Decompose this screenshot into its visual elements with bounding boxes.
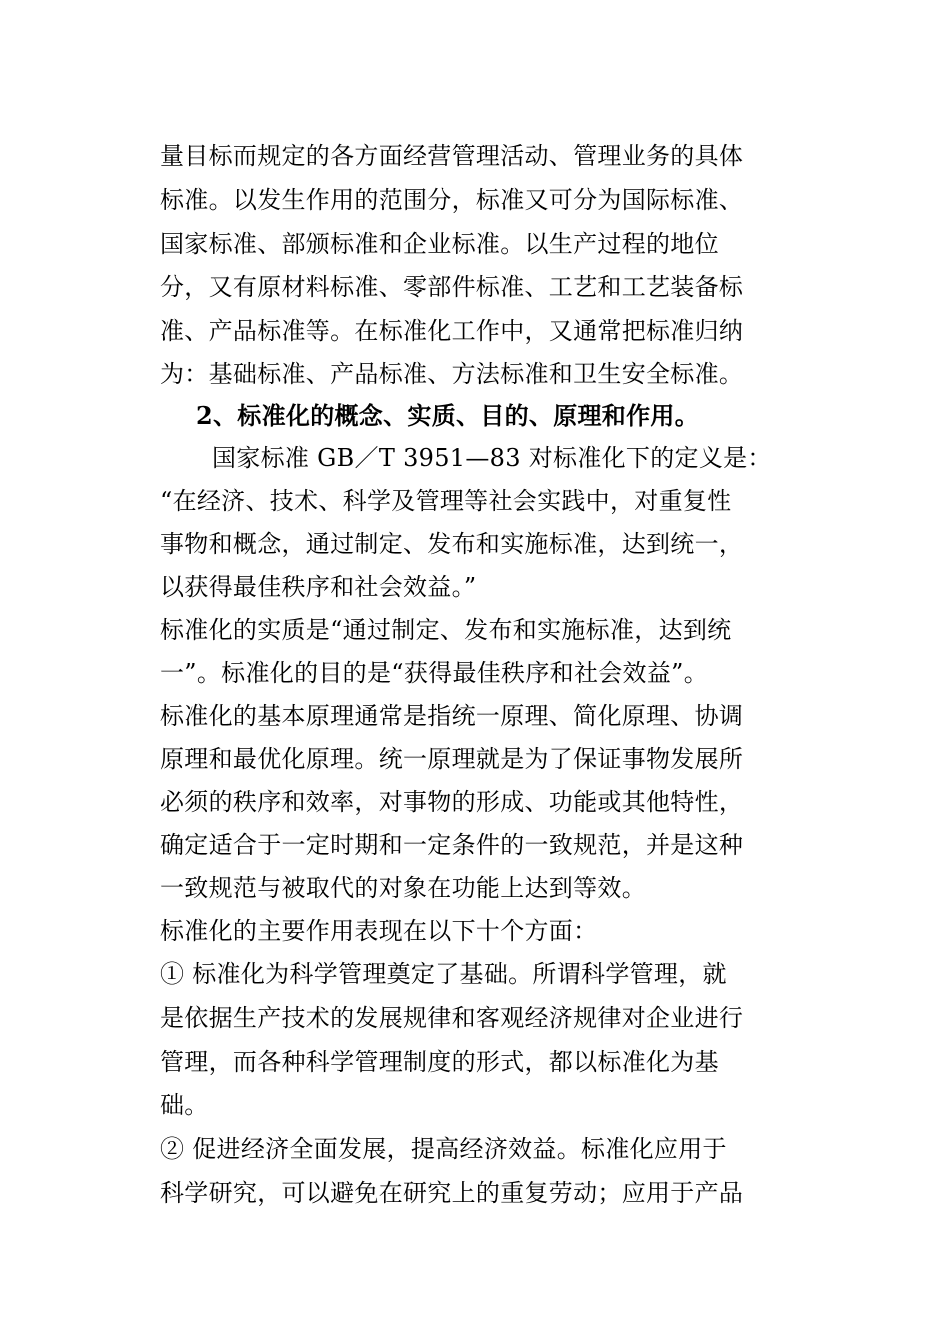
text-line-9: “在经济、技术、科学及管理等社会实践中，对重复性 bbox=[160, 487, 732, 515]
text-line-6: 为：基础标准、产品标准、方法标准和卫生安全标准。 bbox=[160, 360, 744, 388]
text-line-12: 标准化的实质是“通过制定、发布和实施标准，达到统 bbox=[160, 616, 732, 644]
text-line-11: 以获得最佳秩序和社会效益。” bbox=[160, 573, 477, 601]
text-line-2: 标准。以发生作用的范围分，标准又可分为国际标准、 bbox=[160, 186, 744, 214]
text-line-3: 国家标准、部颁标准和企业标准。以生产过程的地位 bbox=[160, 230, 719, 258]
text-line-19: 标准化的主要作用表现在以下十个方面： bbox=[160, 917, 598, 945]
text-line-24: ② 促进经济全面发展，提高经济效益。标准化应用于 bbox=[160, 1135, 727, 1163]
text-line-22: 管理，而各种科学管理制度的形式，都以标准化为基 bbox=[160, 1048, 719, 1076]
text-line-5: 准、产品标准等。在标准化工作中，又通常把标准归纳 bbox=[160, 317, 744, 345]
text-line-23: 础。 bbox=[160, 1091, 209, 1119]
text-line-18: 一致规范与被取代的对象在功能上达到等效。 bbox=[160, 874, 646, 902]
text-line-17: 确定适合于一定时期和一定条件的一致规范，并是这种 bbox=[160, 831, 744, 859]
text-line-14: 标准化的基本原理通常是指统一原理、简化原理、协调 bbox=[160, 702, 744, 730]
text-line-16: 必须的秩序和效率，对事物的形成、功能或其他特性， bbox=[160, 788, 744, 816]
text-line-10: 事物和概念，通过制定、发布和实施标准，达到统一， bbox=[160, 530, 744, 558]
text-line-13: 一”。标准化的目的是“获得最佳秩序和社会效益”。 bbox=[160, 659, 709, 687]
text-line-21: 是依据生产技术的发展规律和客观经济规律对企业进行 bbox=[160, 1004, 744, 1032]
text-line-1: 量目标而规定的各方面经营管理活动、管理业务的具体 bbox=[160, 142, 744, 170]
section-heading: 2、标准化的概念、实质、目的、原理和作用。 bbox=[196, 401, 699, 430]
text-line-15: 原理和最优化原理。统一原理就是为了保证事物发展所 bbox=[160, 745, 744, 773]
text-line-8: 国家标准 GB／T 3951—83 对标准化下的定义是： bbox=[212, 444, 772, 472]
text-line-25: 科学研究，可以避免在研究上的重复劳动；应用于产品 bbox=[160, 1179, 744, 1207]
text-line-20: ① 标准化为科学管理奠定了基础。所谓科学管理，就 bbox=[160, 960, 727, 988]
text-line-4: 分，又有原材料标准、零部件标准、工艺和工艺装备标 bbox=[160, 273, 744, 301]
